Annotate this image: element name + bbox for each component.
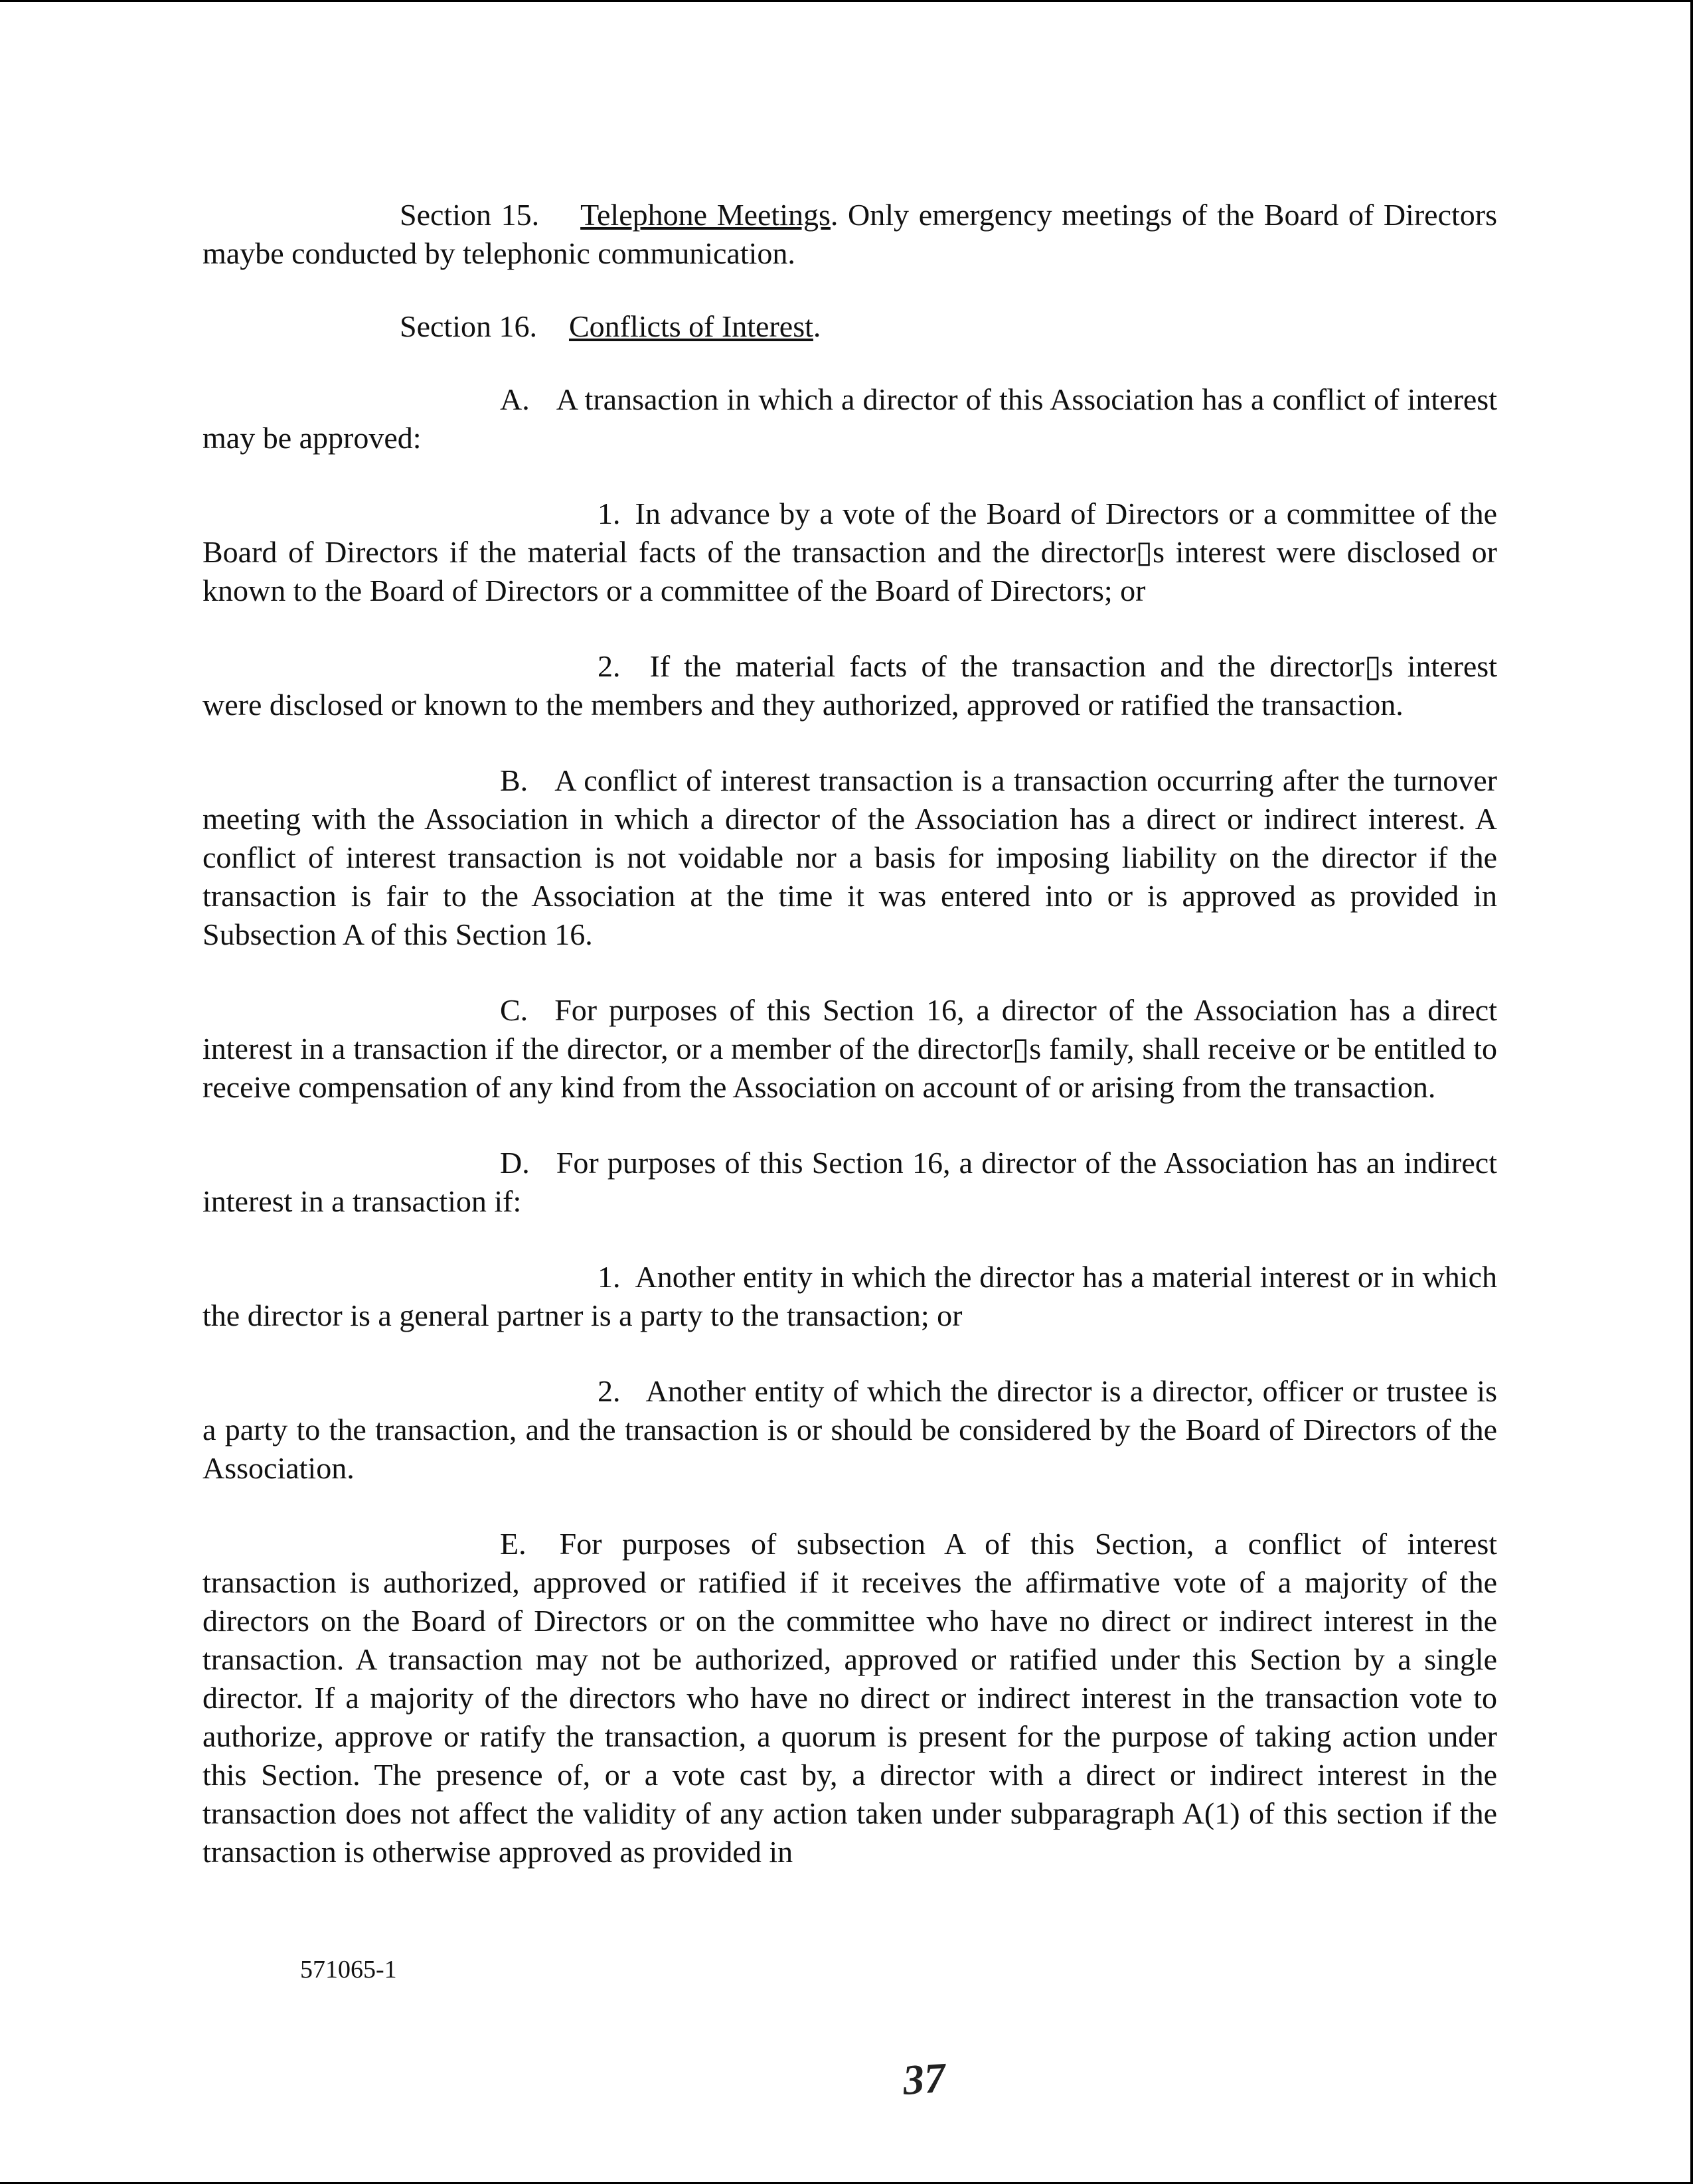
subsection-d-item-1-text: Another entity in which the director has a material interest or in which the director is a general partner is a party to the transaction; or (202, 1260, 1497, 1332)
subsection-b (202, 761, 1497, 954)
section-16-heading: Section 16. Conflicts of Interest. (400, 309, 821, 343)
section-15-paragraph: Section 15. Telephone Meetings. Only emergency meetings of the Board of Directors maybe conducted by telephonic communication. (202, 198, 1497, 270)
subsection-d-item-1-label: 1. (598, 1260, 621, 1294)
subsection-e-text: For purposes of subsection A of this Section, a conflict of interest transaction is authorized, approved or ratified if it receives the affirmative vote of a majority of the directors on the Board of Directors or on the committee who have no direct or indirect interest in the transaction. A transaction may not be authorized, approved or ratified under this Section by a single director. If a majority of the directors who have no direct or indirect interest in the transaction vote to authorize, approve or ratify the transaction, a quorum is present for the purpose of taking action under this Section. The presence of, or a vote cast by, a director with a direct or indirect interest in the transaction does not affect the validity of any action taken under subparagraph A(1) of this section if the transaction is otherwise approved as provided in (202, 1527, 1497, 1869)
subsection-a-item-2 (202, 647, 1497, 724)
handwritten-page-number: 37 (901, 2053, 947, 2104)
subsection-d-item-2-label: 2. (598, 1374, 621, 1408)
subsection-a-item-2-text: If the material facts of the transaction and the director▯s interest were disclosed or known to the members and they authorized, approved or ratified the transaction. (202, 649, 1497, 722)
subsection-d-text: For purposes of this Section 16, a director of the Association has an indirect interest in a transaction if: (202, 1146, 1497, 1218)
subsection-e (202, 1525, 1497, 1871)
subsection-b-text: A conflict of interest transaction is a transaction occurring after the turnover meeting with the Association in which a director of the Association has a direct or indirect interest. A conflict of interest transaction is not voidable nor a basis for imposing liability on the director if the transaction is fair to the Association at the time it was entered into or is approved as provided in Subsection A of this Section 16. (202, 763, 1497, 951)
subsection-d (202, 1144, 1497, 1221)
document-code: 571065-1 (300, 1956, 397, 1984)
subsection-a-item-1-label: 1. (598, 497, 621, 530)
subsection-d-item-1 (202, 1258, 1497, 1335)
subsection-b-label: B. (500, 763, 528, 797)
subsection-d-item-2-text: Another entity of which the director is a director, officer or trustee is a party to the transaction, and the transaction is or should be considered by the Board of Directors of the Association. (202, 1374, 1497, 1485)
section-15-title: Telephone Meetings (580, 198, 831, 232)
section-16-number: Section 16. (400, 309, 537, 343)
subsection-e-label: E. (500, 1527, 526, 1561)
subsection-c-text: For purposes of this Section 16, a director of the Association has a direct interest in a transaction if the director, or a member of the director▯s family, shall receive or be entitled to receive compensation of any kind from the Association on account of or arising from the transaction. (202, 993, 1497, 1104)
subsection-a-text: A transaction in which a director of this Association has a conflict of interest may be approved: (202, 382, 1497, 455)
section-15-text: Only emergency meetings of the Board of Directors maybe conducted by telephonic communication. (202, 198, 1497, 270)
subsection-a-item-1 (202, 495, 1497, 610)
subsection-d-label: D. (500, 1146, 530, 1180)
subsection-a (202, 380, 1497, 457)
page-border-right (1690, 0, 1693, 2184)
subsection-a-item-2-label: 2. (598, 649, 621, 683)
subsection-a-label: A. (500, 382, 530, 416)
subsection-d-item-2 (202, 1372, 1497, 1488)
subsection-c (202, 991, 1497, 1107)
document-page (202, 196, 1497, 1871)
subsection-c-label: C. (500, 993, 528, 1027)
section-16-title: Conflicts of Interest (568, 309, 813, 343)
page-border-top (0, 0, 1693, 2)
section-15-number: Section 15. (400, 198, 540, 232)
subsection-a-item-1-text: In advance by a vote of the Board of Directors or a committee of the Board of Directors if the material facts of the transaction and the director▯s interest were disclosed or known to the Board of Directors or a committee of the Board of Directors; or (202, 497, 1497, 607)
